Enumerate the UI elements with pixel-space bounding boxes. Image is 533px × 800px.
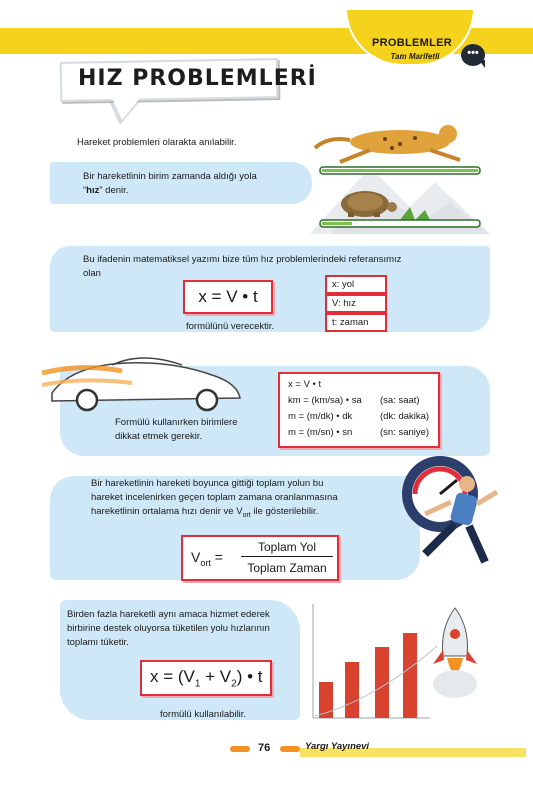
unit-row: km = (km/sa) • sa (sa: saat)	[288, 395, 420, 406]
race-illustration	[310, 112, 490, 234]
growth-bar	[403, 633, 417, 718]
speech-bubble-tail	[479, 60, 485, 68]
growth-illustration	[305, 600, 490, 725]
footer-accent-right	[280, 746, 300, 752]
combined-text: Birden fazla hareketli aynı amaca hizmet ederek birbirine destek oluyorsa tüketilen yolu hızlarının toplamı tüketir.	[67, 609, 270, 648]
formula-caption: formülünü verecektir.	[186, 321, 275, 332]
combined-formula-box	[140, 660, 272, 696]
unit-row: m = (m/dk) • dk (dk: dakika)	[288, 411, 430, 422]
units-box	[278, 372, 440, 448]
car-wheel-icon	[197, 390, 217, 410]
growth-bar	[345, 662, 359, 718]
chapter-tab-subtitle: Tam Marifetli	[390, 52, 440, 61]
chapter-tab-title: PROBLEMLER	[372, 37, 452, 49]
definition-keyword: hız	[86, 185, 100, 196]
legend-zaman: t: zaman	[325, 313, 387, 332]
title-callout-tail-inner	[112, 98, 140, 120]
cheetah-icon	[315, 125, 460, 162]
runner-head	[459, 476, 475, 492]
main-formula-box	[183, 280, 273, 314]
car-wheel-icon	[77, 390, 97, 410]
legend-yol: x: yol	[325, 275, 387, 294]
runner-illustration	[385, 452, 500, 582]
fraction-denominator: Toplam Zaman	[247, 561, 327, 575]
reference-text: Bu ifadenin matematiksel yazımı bize tüm hız problemlerindeki referansımız olan	[83, 254, 402, 279]
combined-caption: formülü kullanılabilir.	[160, 709, 247, 720]
units-list	[288, 377, 430, 441]
legend-hiz: V: hız	[325, 294, 387, 313]
rocket-icon	[433, 608, 477, 698]
page-number: 76	[258, 742, 271, 754]
car-illustration	[42, 343, 247, 413]
unit-row: m = (m/sn) • sn (sn: saniye)	[288, 427, 430, 438]
unit-row: x = V • t	[288, 379, 322, 390]
footer-accent-left	[230, 746, 250, 752]
fraction-numerator: Toplam Yol	[241, 540, 333, 557]
units-text: Formülü kullanırken birimlere dikkat etmek gerekir.	[115, 417, 238, 442]
average-formula-box: $V_{ort}$ = Toplam Yol Toplam Zaman	[181, 535, 339, 581]
publisher-name: Yargı Yayınevi	[305, 741, 370, 752]
combined-formula: $x = (V_1 + V_2)$ • t	[150, 667, 263, 690]
average-text: Bir hareketlinin hareketi boyunca gittiği toplam yolun bu hareket incelenirken geçen toplam zamana oranlanmasına hareketlinin ortalama hızı denir ve $V_{ort}$ ile gösterilebilir.	[91, 478, 338, 519]
speech-bubble-icon: •••	[461, 44, 485, 66]
main-formula: x = V • t	[198, 287, 258, 306]
growth-bar	[375, 647, 389, 718]
intro-text: Hareket problemleri olarakta anılabilir.	[77, 137, 237, 148]
page-title: HIZ PROBLEMLERİ	[78, 66, 317, 91]
definition-text: Bir hareketlinin birim zamanda aldığı yola “hız” denir.	[83, 171, 257, 196]
